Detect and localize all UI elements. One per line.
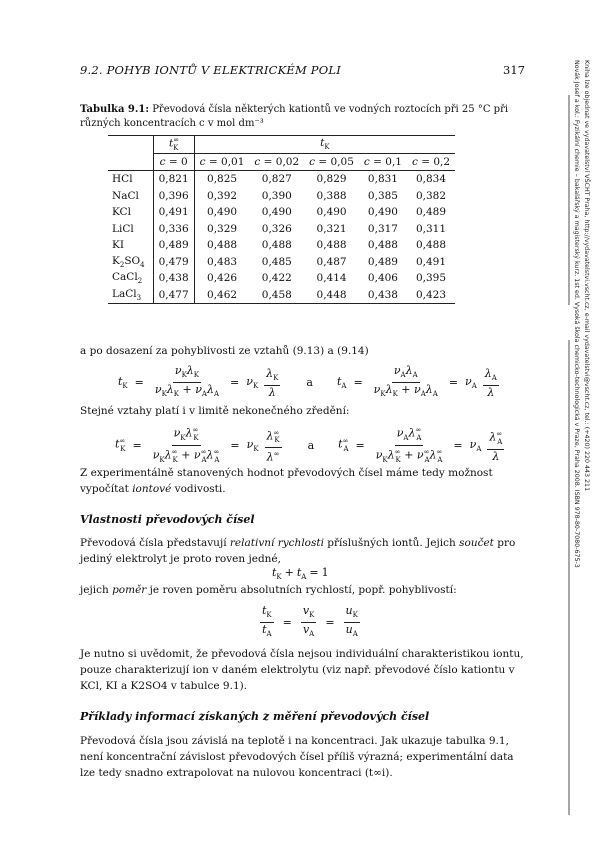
value-cell: 0,488: [367, 239, 398, 252]
value-cell: 0,487: [316, 255, 347, 268]
value-cell: 0,392: [194, 188, 249, 205]
paragraph-5: [80, 582, 525, 598]
equation-ratio: $\frac{t_K}{t_A}$ = $\frac{v_K}{v_A}$ = $\frac{u_K}{u_A}$: [262, 604, 358, 639]
page-number: 317: [503, 63, 525, 77]
table-row: [108, 221, 455, 238]
value-cell: 0,827: [261, 173, 292, 186]
value-cell: 0,490: [261, 206, 292, 219]
value-cell: 0,488: [316, 239, 347, 252]
chapter-title: 9.2. POHYB IONTŮ V ELEKTRICKÉM POLI: [80, 63, 341, 77]
column-header: c = 0,05: [309, 155, 354, 168]
column-header: c = 0,2: [411, 155, 451, 168]
value-cell: 0,490: [367, 206, 398, 219]
value-cell: 0,326: [261, 222, 292, 235]
table-corner: [108, 136, 153, 154]
value-cell: 0,438: [367, 288, 398, 301]
salt-cell: CaCl$_2$: [112, 271, 143, 286]
column-header-row: [108, 153, 455, 171]
value-cell: 0,426: [194, 270, 249, 287]
value-cell: 0,390: [261, 189, 292, 202]
value-cell: 0,385: [367, 189, 398, 202]
value-cell: 0,414: [316, 272, 347, 285]
value-cell: 0,489: [367, 255, 398, 268]
value-cell: 0,825: [194, 171, 249, 188]
equation-infinite-dilution: $t^\infty_K$ = $\frac{\nu_K\lambda^\infty_K}{\nu_K\lambda^\infty_K + \nu^\infty_A\lambda^\infty_A}$ = $\nu_K$ $\frac{\lambda^\infty_K}{\lambda^\infty}$ a $t^\infty_A$ = $\frac{\nu_A\lambda^\infty_A}{\nu_K\lambda^\infty_K + \nu^\infty_A\lambda^\infty_A}$ = $\nu_A$ $\frac{\lambda^\infty_A}{\lambda}$: [115, 426, 503, 465]
p5-a: jejich: [80, 584, 113, 596]
paragraph-3: [80, 465, 525, 497]
equation-conjunction: a: [306, 376, 313, 390]
salt-cell: HCl: [112, 173, 133, 186]
transference-table: [108, 135, 455, 304]
table-row: [108, 237, 455, 254]
running-header: [80, 63, 525, 77]
value-cell: 0,311: [415, 222, 447, 235]
value-cell: 0,488: [415, 239, 447, 252]
value-cell: 0,829: [316, 173, 347, 186]
column-header: c = 0,01: [194, 153, 249, 171]
value-cell: 0,382: [415, 189, 447, 202]
value-cell: 0,396: [153, 188, 194, 205]
value-cell: 0,834: [415, 173, 447, 186]
value-cell: 0,485: [261, 255, 292, 268]
value-cell: 0,448: [316, 288, 347, 301]
p4-italic-1: relativní rychlosti: [229, 537, 324, 549]
value-cell: 0,490: [194, 204, 249, 221]
paragraph-3-text: Z experimentálně stanovených hodnot převodových čísel máme tedy možnost vypočítat: [80, 467, 493, 495]
header-t-inf: $t^\infty_K$: [153, 136, 194, 154]
section-heading-examples: Příklady informací získaných z měření převodových čísel: [80, 710, 430, 723]
salt-cell: $K_2SO_4$: [112, 254, 145, 269]
p5-italic: poměr: [112, 584, 147, 596]
value-cell: 0,406: [367, 272, 398, 285]
column-header: c = 0,1: [363, 155, 402, 168]
salt-cell: LiCl: [112, 222, 134, 235]
value-cell: 0,477: [153, 287, 194, 304]
paragraph-2: Stejné vztahy platí i v limitě nekonečného zředění:: [80, 405, 350, 417]
equation-conjunction-2: a: [307, 438, 315, 452]
value-cell: 0,438: [153, 270, 194, 287]
value-cell: 0,489: [415, 206, 447, 219]
table-row: [108, 254, 455, 271]
value-cell: 0,831: [367, 173, 398, 186]
value-cell: 0,479: [153, 254, 194, 271]
salt-cell: NaCl: [112, 189, 139, 202]
value-cell: 0,336: [153, 221, 194, 238]
table-row: [108, 287, 455, 304]
value-cell: 0,321: [316, 222, 347, 235]
column-header: c = 0: [153, 153, 194, 171]
salt-cell: KI: [112, 239, 124, 252]
value-cell: 0,317: [367, 222, 398, 235]
value-cell: 0,491: [153, 204, 194, 221]
side-copyright-note: [566, 55, 596, 815]
p4-italic-2: součet: [459, 537, 494, 549]
value-cell: 0,462: [194, 287, 249, 304]
paragraph-3-end: vodivosti.: [171, 483, 226, 495]
section-heading-properties: Vlastnosti převodových čísel: [80, 513, 255, 526]
paragraph-6: Je nutno si uvědomit, že převodová čísla nejsou individuální charakteristikou iontu, pouze charakterizují ion v daném elektrolytu (viz např. převodové číslo kationtu v KCl, KI a K2SO4 v tabulce 9.1).: [80, 648, 524, 692]
table-row: [108, 171, 455, 188]
value-cell: 0,388: [316, 189, 347, 202]
table-body: [108, 171, 455, 304]
paragraph-7: Převodová čísla jsou závislá na teplotě i na koncentraci. Jak ukazuje tabulka 9.1, není koncentrační závislost převodových čísel příliš výrazná; experimentální data lze tedy snadno extrapolovat na nulovou koncentraci (t∞i).: [80, 735, 514, 779]
value-cell: 0,489: [153, 237, 194, 254]
table-row: [108, 188, 455, 205]
salt-cell: KCl: [112, 206, 131, 219]
value-cell: 0,483: [194, 254, 249, 271]
value-cell: 0,329: [194, 221, 249, 238]
value-cell: 0,488: [261, 239, 292, 252]
p4-a: Převodová čísla představují: [80, 537, 230, 549]
table-row: [108, 204, 455, 221]
side-note-line-1: Novák Josef a kol.: Fyzikální chemie – bakalářský a magisterský kurz. 1st ed. Vysoká škola chemicko-technologická v Praze, Praha 2008. ISBN 978-80-7080-675-3: [573, 60, 580, 568]
caption-text: Převodová čísla některých kationtů ve vodných roztocích při 25 °C při různých koncentracích c v mol dm⁻³: [80, 104, 509, 129]
p4-c: pro jediný elektrolyt je proto roven jedné,: [80, 537, 516, 565]
p5-b: je roven poměru absolutních rychlostí, popř. pohyblivostí:: [146, 584, 457, 596]
table-corner-2: [108, 153, 153, 171]
value-cell: 0,458: [261, 288, 292, 301]
value-cell: 0,422: [261, 272, 292, 285]
table-caption: [80, 103, 530, 131]
value-cell: 0,821: [153, 171, 194, 188]
value-cell: 0,488: [194, 237, 249, 254]
table-row: [108, 270, 455, 287]
column-header: c = 0,02: [254, 155, 300, 168]
equation-sum: $t_K + t_A = 1$: [272, 566, 329, 582]
header-t: $t_K$: [194, 136, 455, 154]
value-cell: 0,395: [415, 272, 447, 285]
paragraph-1: a po dosazení za pohyblivosti ze vztahů (9.13) a (9.14): [80, 345, 369, 357]
equation-transference: $t_K$ = $\frac{\nu_K\lambda_K}{\nu_K\lambda_K + \nu_A\lambda_A}$ = $\nu_K$ $\frac{\lambda_K}{\lambda}$ a $t_A$ = $\frac{\nu_A\lambda_A}{\nu_K\lambda_K + \nu_A\lambda_A}$ = $\nu_A$ $\frac{\lambda_A}{\lambda}$: [118, 364, 497, 399]
p4-b: příslušných iontů. Jejich: [323, 537, 460, 549]
paragraph-3-italic: iontové: [132, 483, 172, 495]
paragraph-4: [80, 535, 525, 567]
salt-cell: LaCl$_3$: [112, 287, 142, 302]
caption-label: Tabulka 9.1:: [80, 104, 150, 115]
side-note-line-2: Kniha lze objednat ve vydavatelství VŠCHT Praha, http://vydavatelstvi.vscht.cz, e-mail vydavatelstvi@vscht.cz, tel.: (+420) 220 443 211: [583, 60, 590, 492]
value-cell: 0,491: [415, 255, 447, 268]
value-cell: 0,423: [415, 288, 447, 301]
value-cell: 0,490: [316, 206, 347, 219]
